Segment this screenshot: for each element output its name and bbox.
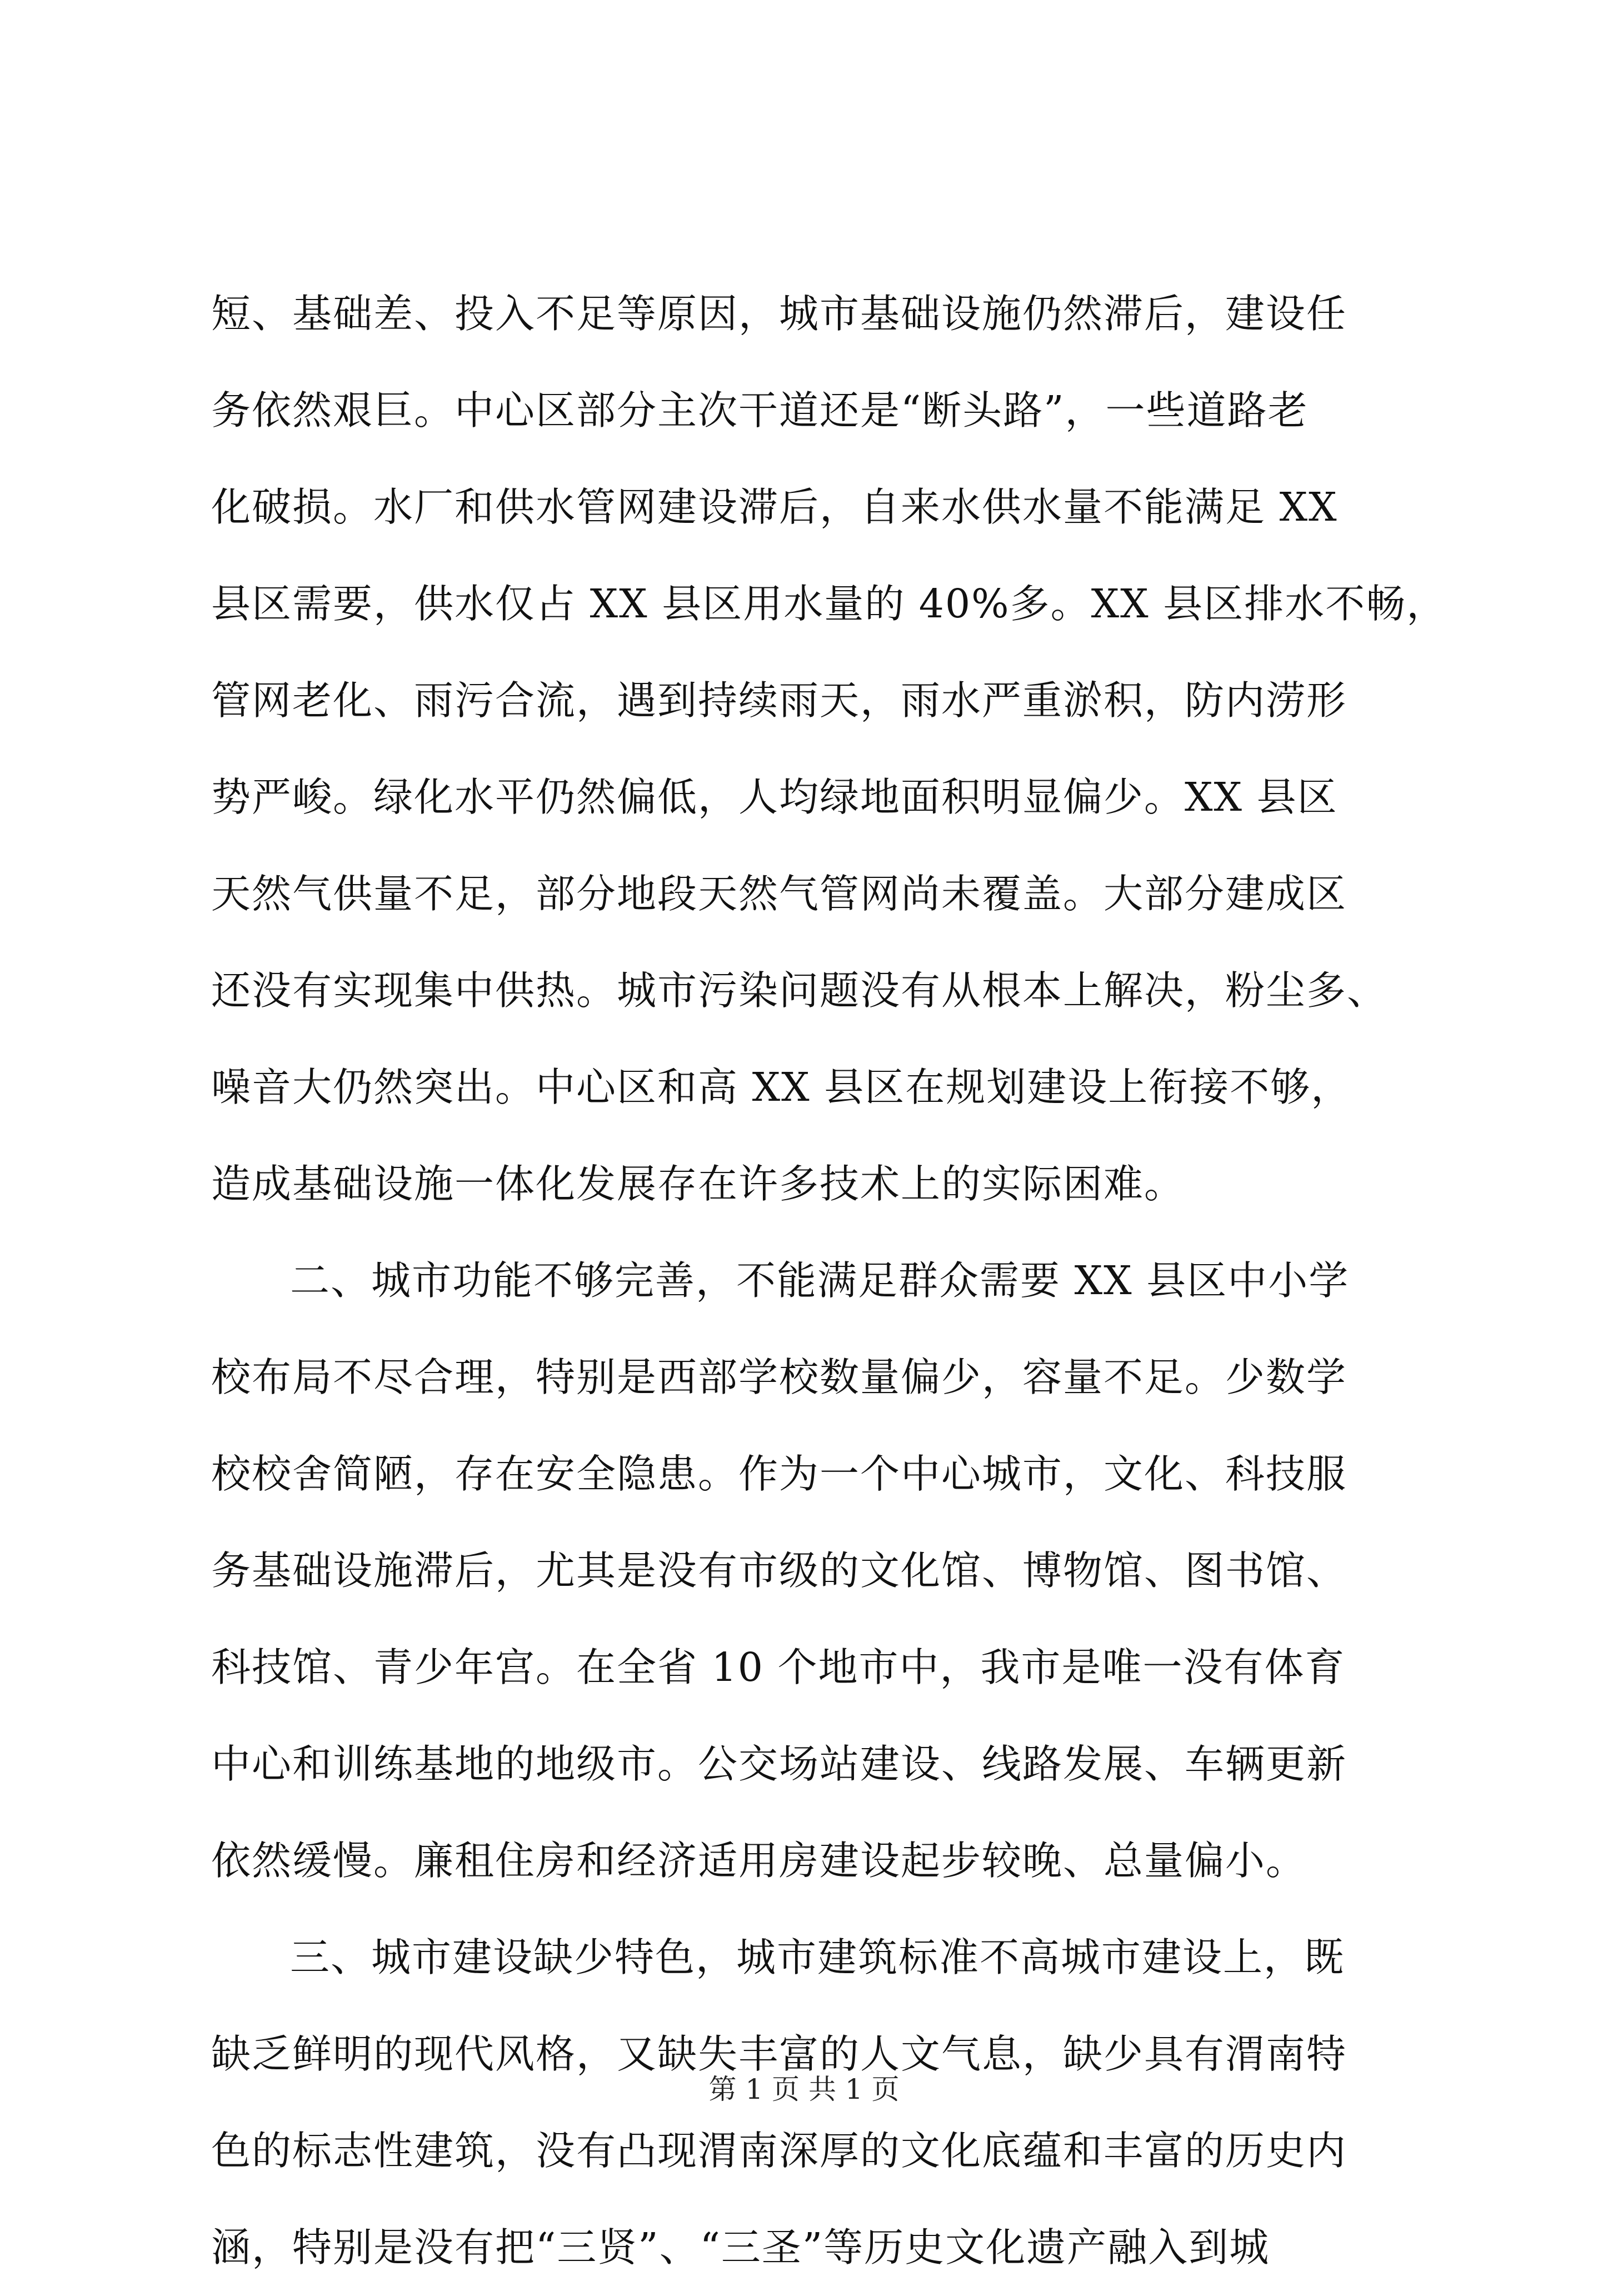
section-heading-line: 三、城市建设缺少特色，城市建筑标准不高城市建设上，既 [290, 1934, 1345, 1980]
text-line: 势严峻。绿化水平仍然偏低，人均绿地面积明显偏少。XX 县区 [211, 774, 1338, 820]
text-line: 县区需要，供水仅占 XX 县区用水量的 40%多。XX 县区排水不畅， [211, 581, 1447, 627]
text-line: 天然气供量不足，部分地段天然气管网尚未覆盖。大部分建成区 [211, 871, 1347, 917]
text-line: 化破损。水厂和供水管网建设滞后，自来水供水量不能满足 XX [211, 484, 1338, 530]
text-line: 涵，特别是没有把“三贤”、“三圣”等历史文化遗产融入到城 [211, 2224, 1270, 2270]
text-line: 还没有实现集中供热。城市污染问题没有从根本上解决，粉尘多、 [211, 967, 1388, 1014]
section-heading-line: 二、城市功能不够完善，不能满足群众需要 XX 县区中小学 [290, 1257, 1350, 1304]
text-line: 缺乏鲜明的现代风格，又缺失丰富的人文气息，缺少具有渭南特 [211, 2031, 1347, 2077]
body-text [211, 266, 1447, 2296]
text-line: 校校舍简陋，存在安全隐患。作为一个中心城市，文化、科技服 [211, 1451, 1347, 1497]
text-line: 校布局不尽合理，特别是西部学校数量偏少，容量不足。少数学 [211, 1354, 1347, 1400]
text-line: 色的标志性建筑，没有凸现渭南深厚的文化底蕴和丰富的历史内 [211, 2128, 1347, 2174]
text-line: 造成基础设施一体化发展存在许多技术上的实际困难。 [211, 1161, 1185, 1207]
text-line: 短、基础差、投入不足等原因，城市基础设施仍然滞后，建设任 [211, 291, 1347, 337]
text-line: 噪音大仍然突出。中心区和高 XX 县区在规划建设上衔接不够， [211, 1064, 1352, 1110]
text-line: 务基础设施滞后，尤其是没有市级的文化馆、博物馆、图书馆、 [211, 1548, 1347, 1594]
text-line: 科技馆、青少年宫。在全省 10 个地市中，我市是唯一没有体育 [211, 1644, 1346, 1690]
text-line: 管网老化、雨污合流，遇到持续雨天，雨水严重淤积，防内涝形 [211, 677, 1347, 723]
page-number-footer: 第 1 页 共 1 页 [708, 2073, 900, 2105]
text-line: 务依然艰巨。中心区部分主次干道还是“断头路”，一些道路老 [211, 387, 1309, 433]
text-line: 中心和训练基地的地级市。公交场站建设、线路发展、车辆更新 [211, 1741, 1347, 1787]
text-line: 依然缓慢。廉租住房和经济适用房建设起步较晚、总量偏小。 [211, 1838, 1307, 1884]
